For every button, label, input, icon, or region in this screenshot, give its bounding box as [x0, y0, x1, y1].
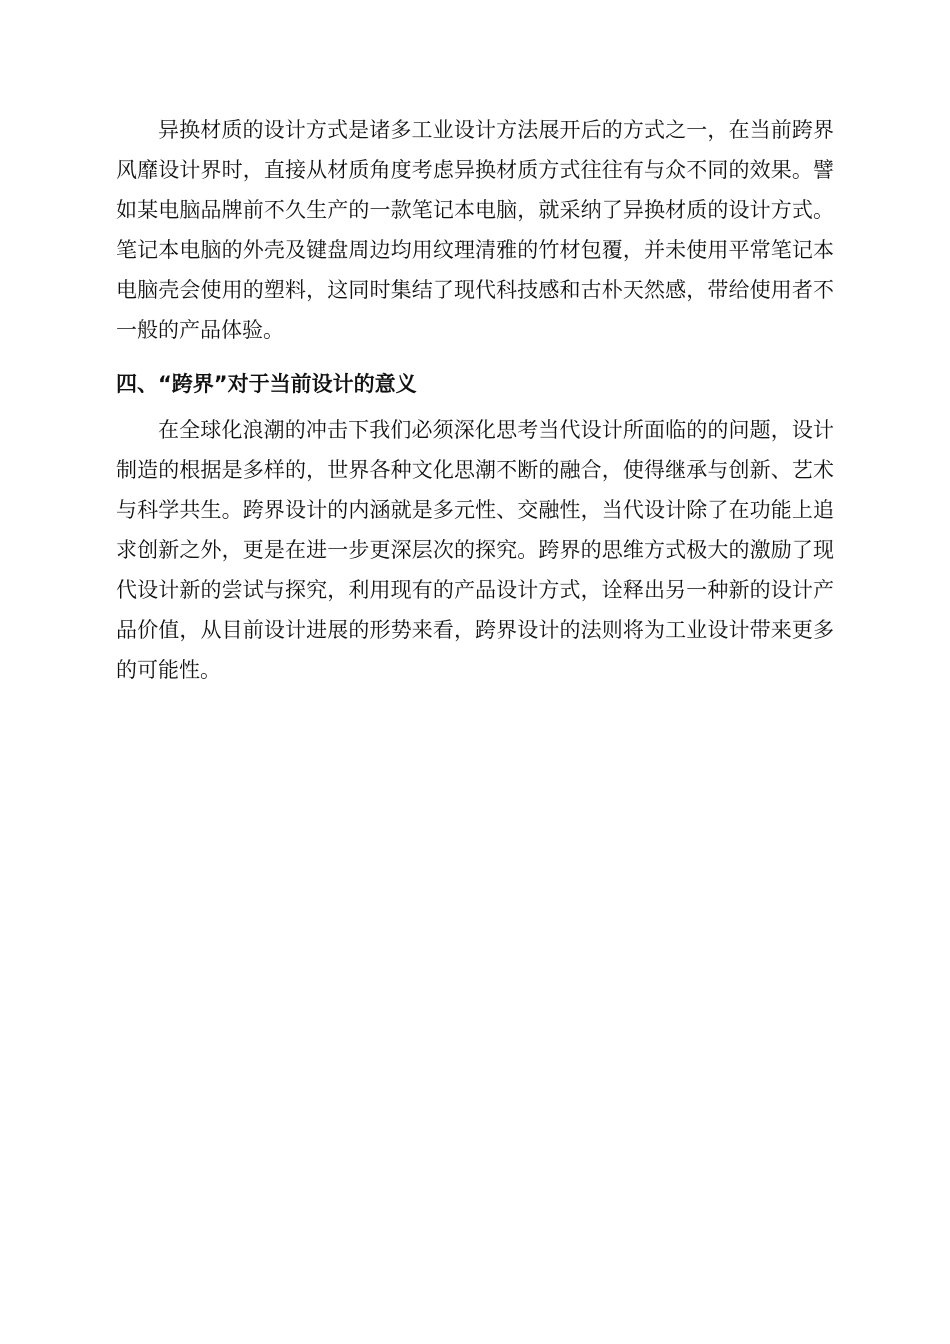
- body-paragraph-material: 异换材质的设计方式是诸多工业设计方法展开后的方式之一，在当前跨界风靡设计界时，直接从材质角度考虑异换材质方式往往有与众不同的效果。譬如某电脑品牌前不久生产的一款笔记本电脑，就采纳了异换材质的设计方式。笔记本电脑的外壳及键盘周边均用纹理清雅的竹材包覆，并未使用平常笔记本电脑壳会使用的塑料，这同时集结了现代科技感和古朴天然感，带给使用者不一般的产品体验。: [116, 118, 834, 342]
- section-heading: 四、“跨界”对于当前设计的意义: [116, 372, 417, 396]
- document-page: [116, 110, 834, 690]
- body-paragraph-significance: 在全球化浪潮的冲击下我们必须深化思考当代设计所面临的的问题，设计制造的根据是多样的，世界各种文化思潮不断的融合，使得继承与创新、艺术与科学共生。跨界设计的内涵就是多元性、交融性，当代设计除了在功能上追求创新之外，更是在进一步更深层次的探究。跨界的思维方式极大的激励了现代设计新的尝试与探究，利用现有的产品设计方式，诠释出另一种新的设计产品价值，从目前设计进展的形势来看，跨界设计的法则将为工业设计带来更多的可能性。: [116, 418, 834, 682]
